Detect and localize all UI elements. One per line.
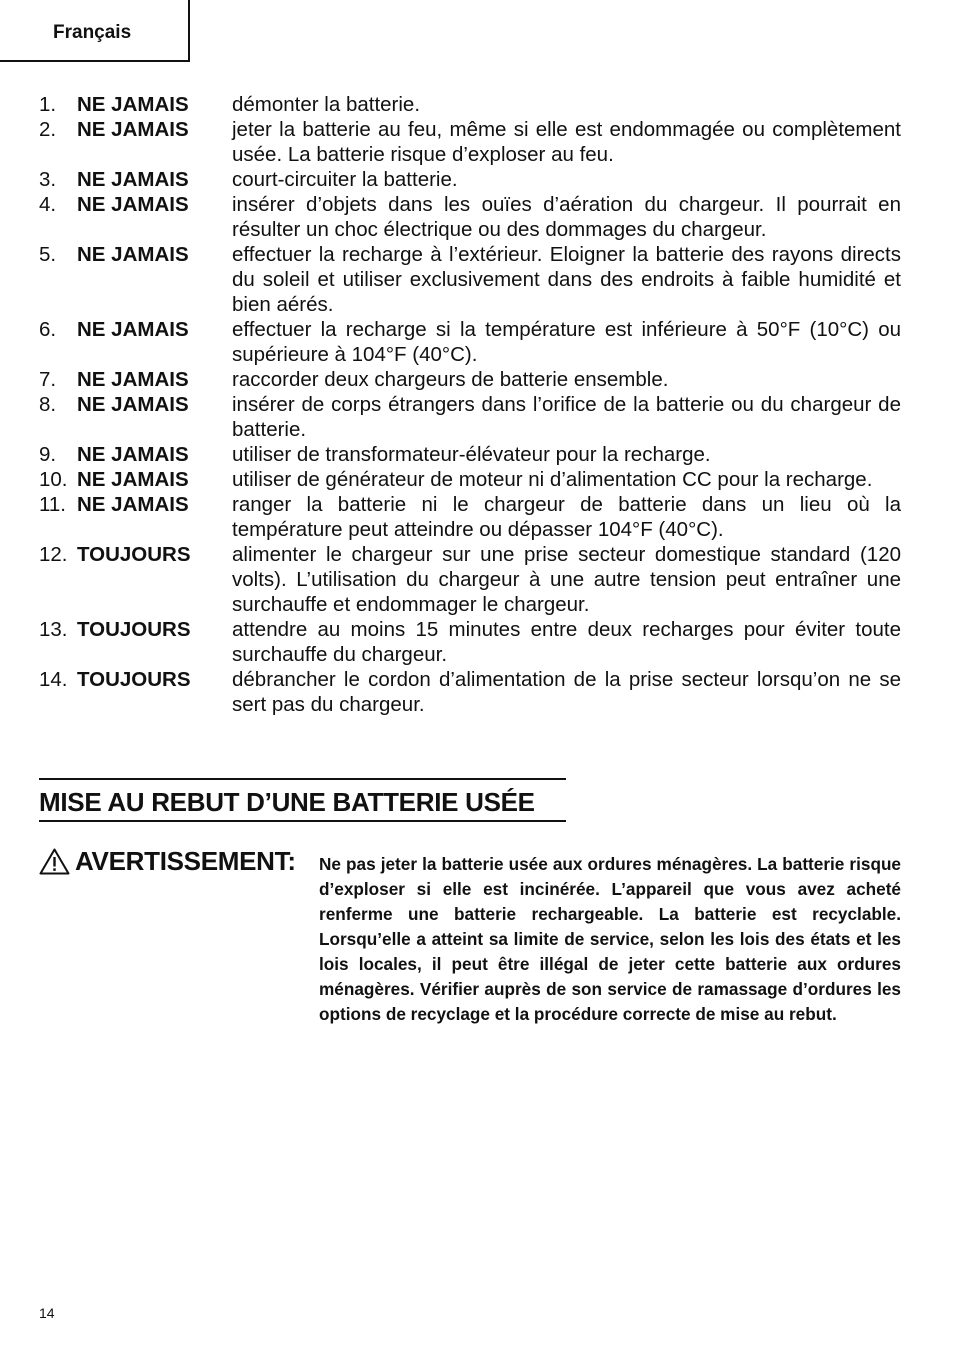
- warning-title: AVERTISSEMENT:: [75, 846, 296, 876]
- item-number: 10.: [39, 468, 68, 491]
- item-keyword: NE JAMAIS: [77, 93, 189, 116]
- list-item: [39, 492, 901, 542]
- item-number: 9.: [39, 443, 57, 466]
- item-number: 5.: [39, 243, 57, 266]
- list-item: [39, 667, 901, 717]
- item-number: 1.: [39, 93, 57, 116]
- language-tab: [0, 0, 190, 62]
- item-keyword: NE JAMAIS: [77, 168, 189, 191]
- item-keyword: NE JAMAIS: [77, 443, 189, 466]
- item-text: alimenter le chargeur sur une prise secteur domestique standard (120 volts). L’utilisation du chargeur à une autre tension peut entraîner une surchauffe et endommager le chargeur.: [232, 543, 901, 616]
- item-keyword: TOUJOURS: [77, 668, 191, 691]
- item-text: débrancher le cordon d’alimentation de la prise secteur lorsqu’on ne se sert pas du chargeur.: [232, 668, 901, 716]
- item-number: 6.: [39, 318, 57, 341]
- item-text: court-circuiter la batterie.: [232, 168, 458, 191]
- list-item: [39, 242, 901, 317]
- list-item: [39, 317, 901, 367]
- section-heading: [39, 778, 566, 822]
- list-item: [39, 192, 901, 242]
- list-item: [39, 542, 901, 617]
- warning-triangle-icon: [39, 848, 70, 875]
- item-number: 4.: [39, 193, 57, 216]
- item-text: démonter la batterie.: [232, 93, 421, 116]
- item-number: 8.: [39, 393, 57, 416]
- list-item: [39, 392, 901, 442]
- list-item: [39, 92, 901, 117]
- list-item: [39, 617, 901, 667]
- item-keyword: NE JAMAIS: [77, 318, 189, 341]
- item-keyword: NE JAMAIS: [77, 393, 189, 416]
- item-text: effectuer la recharge si la température est inférieure à 50°F (10°C) ou supérieure à 104°F (40°C).: [232, 318, 901, 366]
- item-keyword: NE JAMAIS: [77, 468, 189, 491]
- item-number: 12.: [39, 543, 68, 566]
- page-number: 14: [39, 1305, 55, 1321]
- section-title: MISE AU REBUT D’UNE BATTERIE USÉE: [39, 787, 535, 817]
- item-text: utiliser de transformateur-élévateur pour la recharge.: [232, 443, 711, 466]
- item-text: attendre au moins 15 minutes entre deux recharges pour éviter toute surchauffe du chargeur.: [232, 618, 901, 666]
- item-keyword: NE JAMAIS: [77, 493, 189, 516]
- item-text: effectuer la recharge à l’extérieur. Eloigner la batterie des rayons directs du soleil et utiliser exclusivement dans des endroits à faible humidité et bien aérés.: [232, 243, 901, 316]
- list-item: [39, 442, 901, 467]
- item-number: 7.: [39, 368, 57, 391]
- item-keyword: NE JAMAIS: [77, 243, 189, 266]
- list-item: [39, 167, 901, 192]
- item-number: 3.: [39, 168, 57, 191]
- language-label: Français: [53, 22, 132, 43]
- item-keyword: NE JAMAIS: [77, 118, 189, 141]
- item-keyword: NE JAMAIS: [77, 368, 189, 391]
- item-keyword: TOUJOURS: [77, 543, 191, 566]
- safety-rules-list: [39, 92, 901, 717]
- item-number: 14.: [39, 668, 68, 691]
- warning-text: Ne pas jeter la batterie usée aux ordures ménagères. La batterie risque d’exploser si elle est incinérée. L’appareil que vous avez acheté renferme une batterie rechargeable. La batterie est recyclable. Lorsqu’elle a atteint sa limite de service, selon les lois des états et les lois locales, il peut être illégal de jeter cette batterie aux ordures ménagères. Vérifier auprès de son service de ramassage d’ordures les options de recyclage et la procédure correcte de mise au rebut.: [319, 854, 901, 1024]
- item-keyword: TOUJOURS: [77, 618, 191, 641]
- item-text: utiliser de générateur de moteur ni d’alimentation CC pour la recharge.: [232, 468, 873, 491]
- item-text: raccorder deux chargeurs de batterie ensemble.: [232, 368, 669, 391]
- list-item: [39, 367, 901, 392]
- item-number: 11.: [39, 493, 66, 516]
- item-text: insérer d’objets dans les ouïes d’aération du chargeur. Il pourrait en résulter un choc électrique ou des dommages du chargeur.: [232, 193, 901, 241]
- warning-label: [39, 846, 296, 877]
- item-keyword: NE JAMAIS: [77, 193, 189, 216]
- item-text: ranger la batterie ni le chargeur de batterie dans un lieu où la température peut atteindre ou dépasser 104°F (40°C).: [232, 493, 901, 541]
- item-text: insérer de corps étrangers dans l’orifice de la batterie ou du chargeur de batterie.: [232, 393, 901, 441]
- item-number: 13.: [39, 618, 68, 641]
- list-item: [39, 467, 901, 492]
- list-item: [39, 117, 901, 167]
- item-text: jeter la batterie au feu, même si elle est endommagée ou complètement usée. La batterie risque d’exploser au feu.: [232, 118, 901, 166]
- item-number: 2.: [39, 118, 57, 141]
